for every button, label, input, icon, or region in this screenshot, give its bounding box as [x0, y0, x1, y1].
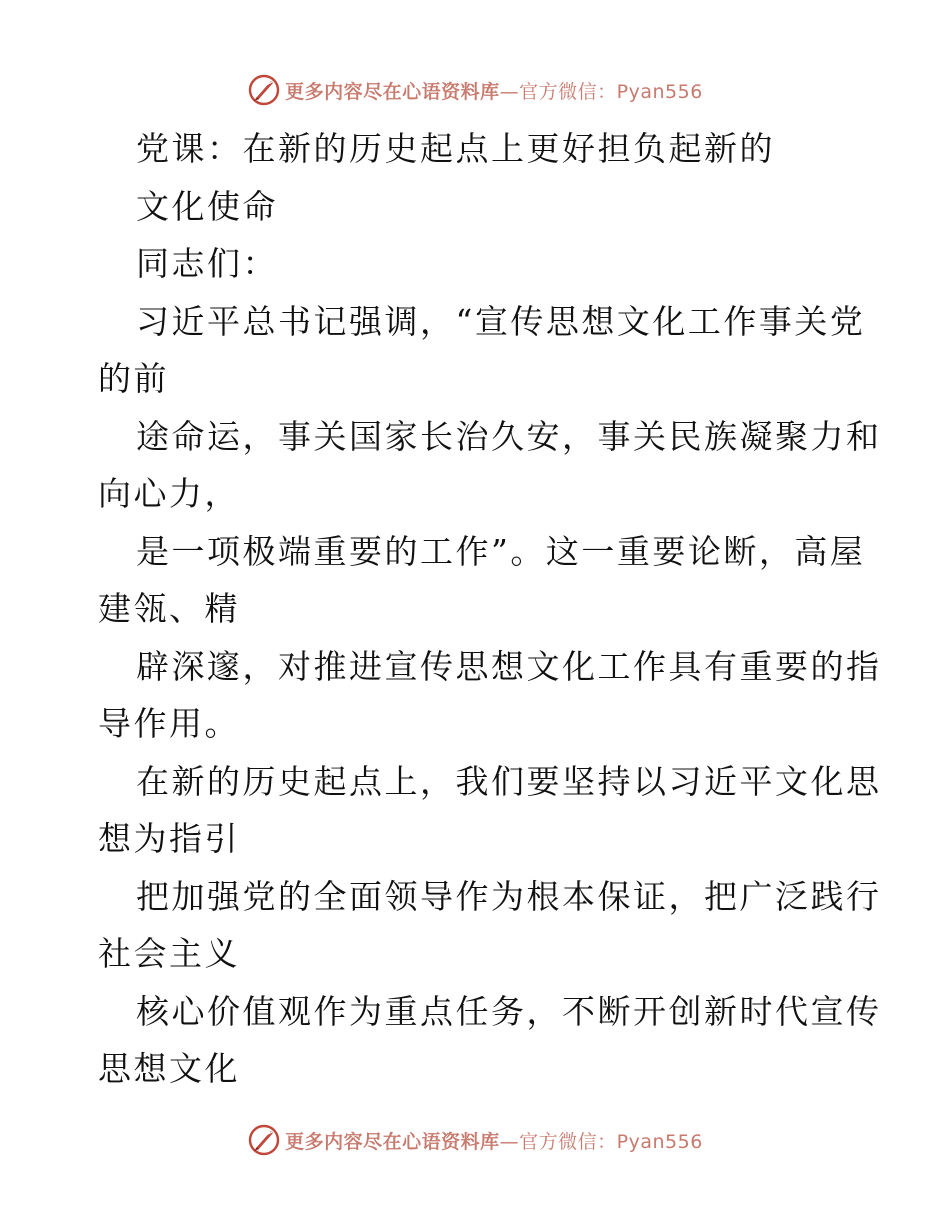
paragraph-line: 是一项极端重要的工作”。这一重要论断，高屋	[136, 531, 866, 571]
paragraph-line: 辟深邃，对推进宣传思想文化工作具有重要的指	[136, 646, 882, 686]
paragraph-line: 核心价值观作为重点任务，不断开创新时代宣传	[136, 991, 882, 1031]
paragraph-line: 在新的历史起点上，我们要坚持以习近平文化思	[136, 761, 882, 801]
watermark-text: 更多内容尽在心语资料库—官方微信：Pyan556	[285, 1130, 703, 1153]
paragraph-line: 思想文化	[98, 1049, 240, 1088]
paragraph-line: 的前	[98, 359, 169, 398]
salutation: 同志们：	[136, 244, 278, 283]
header-watermark	[0, 70, 950, 110]
paragraph-line: 向心力，	[98, 474, 240, 513]
footer-watermark	[0, 1120, 950, 1160]
paragraph-line: 导作用。	[98, 704, 240, 743]
paragraph-line: 想为指引	[98, 819, 240, 858]
paragraph-line: 习近平总书记强调，“宣传思想文化工作事关党	[136, 301, 866, 341]
document-body	[98, 120, 882, 1098]
paragraph-line: 把加强党的全面领导作为根本保证，把广泛践行	[136, 876, 882, 916]
watermark-text: 更多内容尽在心语资料库—官方微信：Pyan556	[285, 80, 703, 103]
paragraph-line: 建瓴、精	[98, 589, 240, 628]
paragraph-line: 社会主义	[98, 934, 240, 973]
document-title-line-1: 党课：在新的历史起点上更好担负起新的	[136, 129, 775, 168]
document-title-line-2: 文化使命	[136, 186, 278, 226]
quill-pen-logo-icon	[247, 73, 281, 107]
quill-pen-logo-icon	[247, 1123, 281, 1157]
paragraph-line: 途命运，事关国家长治久安，事关民族凝聚力和	[136, 416, 882, 456]
